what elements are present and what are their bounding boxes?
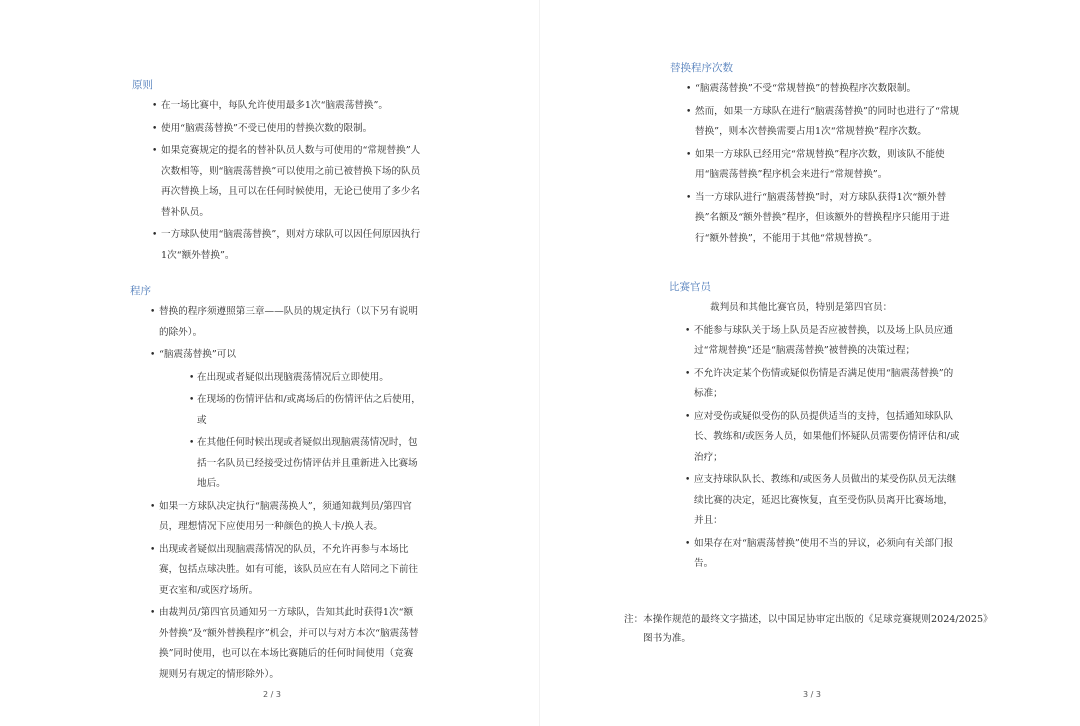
list-item: • 如果一方球队已经用完“常规替换”程序次数，则该队不能使用“脑震荡替换”程序机会来进行“常规替换”。 [686, 145, 962, 186]
list-item: • 使用“脑震荡替换”不受已使用的替换次数的限制。 [152, 119, 422, 140]
list-item: • 出现或者疑似出现脑震荡情况的队员，不允许再参与本场比赛，包括点球决胜。如有可能，该队员应在有人陪同之下前往更衣室和/或医疗场所。 [150, 540, 422, 602]
list-item: • 替换的程序须遵照第三章——队员的规定执行（以下另有说明的除外）。 [150, 302, 422, 343]
section-heading-principle: 原则 [132, 79, 153, 91]
list-item: • 由裁判员/第四官员通知另一方球队，告知其此时获得1次“额外替换”及“额外替换程序”机会，并可以与对方本次“脑震荡替换”同时使用，也可以在本场比赛随后的任何时间使用（竞赛规则另有规定的情形除外）。 [150, 603, 422, 685]
sub-list-item: • 在出现或者疑似出现脑震荡情况后立即使用。 [189, 368, 422, 389]
footnote-line-1: 注：本操作规范的最终文字描述，以中国足协审定出版的《足球竞赛规则2024/2025》 [624, 614, 993, 625]
document-page-3 [540, 0, 1080, 726]
list-item: • 在一场比赛中，每队允许使用最多1次“脑震荡替换”。 [152, 96, 422, 117]
officials-intro: 裁判员和其他比赛官员，特别是第四官员： [710, 302, 893, 313]
list-item: • 如果一方球队决定执行“脑震荡换人”，须通知裁判员/第四官员，理想情况下应使用另一种颜色的换人卡/换人表。 [150, 497, 422, 538]
footnote-line-2: 图书为准。 [643, 633, 691, 644]
section-match-officials [669, 280, 962, 577]
list-item: • 当一方球队进行“脑震荡替换”时，对方球队获得1次“额外替换”名额及“额外替换”程序，但该额外的替换程序只能用于进行“额外替换”，不能用于其他“常规替换”。 [686, 188, 962, 250]
sub-list-item: • 在其他任何时候出现或者疑似出现脑震荡情况时，包括一名队员已经接受过伤情评估并且重新进入比赛场地后。 [189, 433, 422, 495]
section-principle [132, 78, 422, 268]
procedure-list [150, 302, 422, 685]
list-item: • 然而，如果一方球队在进行“脑震荡替换”的同时也进行了“常规替换”，则本次替换需要占用1次“常规替换”程序次数。 [686, 102, 962, 143]
page-number: 3 / 3 [803, 690, 821, 699]
list-item: • 如果竞赛规定的提名的替补队员人数与可使用的“常规替换”人次数相等，则“脑震荡替换”可以使用之前已被替换下场的队员再次替换上场，且可以在任何时候使用，无论已使用了多少名替补队员。 [152, 141, 422, 223]
section-heading-procedure: 程序 [130, 285, 151, 297]
list-item: • 不允许决定某个伤情或疑似伤情是否满足使用“脑震荡替换”的标准； [685, 364, 962, 405]
list-item: • 应对受伤或疑似受伤的队员提供适当的支持，包括通知球队队长、教练和/或医务人员，如果他们怀疑队员需要伤情评估和/或治疗； [685, 407, 962, 469]
list-item: • “脑震荡替换”不受“常规替换”的替换程序次数限制。 [686, 79, 962, 100]
section-heading-count: 替换程序次数 [670, 62, 733, 74]
section-heading-officials: 比赛官员 [669, 281, 711, 293]
sub-list-item: • 在现场的伤情评估和/或离场后的伤情评估之后使用，或 [189, 390, 422, 431]
procedure-sublist [189, 368, 422, 495]
count-list [686, 79, 962, 249]
list-item: • 应支持球队队长、教练和/或医务人员做出的某受伤队员无法继续比赛的决定，延迟比赛恢复，直至受伤队员离开比赛场地，并且： [685, 470, 962, 532]
section-substitution-count [670, 61, 962, 251]
page-number: 2 / 3 [263, 690, 281, 699]
section-procedure [130, 284, 422, 687]
list-item: • “脑震荡替换”可以 • 在出现或者疑似出现脑震荡情况后立即使用。 • 在现场的伤情评估和/或离场后的伤情评估之后使用，或 • 在其他任何时候出现或者疑似出现脑震荡情况时，包括一名队员已经接受过伤情评估并且重新进入比赛场地后。 [150, 345, 422, 495]
principle-list [152, 96, 422, 266]
footnote [624, 610, 1044, 648]
list-item: • 如果存在对“脑震荡替换”使用不当的异议，必须向有关部门报告。 [685, 534, 962, 575]
officials-list [685, 321, 962, 575]
list-item: • 一方球队使用“脑震荡替换”，则对方球队可以因任何原因执行1次“额外替换”。 [152, 225, 422, 266]
list-item: • 不能参与球队关于场上队员是否应被替换，以及场上队员应通过“常规替换”还是“脑震荡替换”被替换的决策过程； [685, 321, 962, 362]
